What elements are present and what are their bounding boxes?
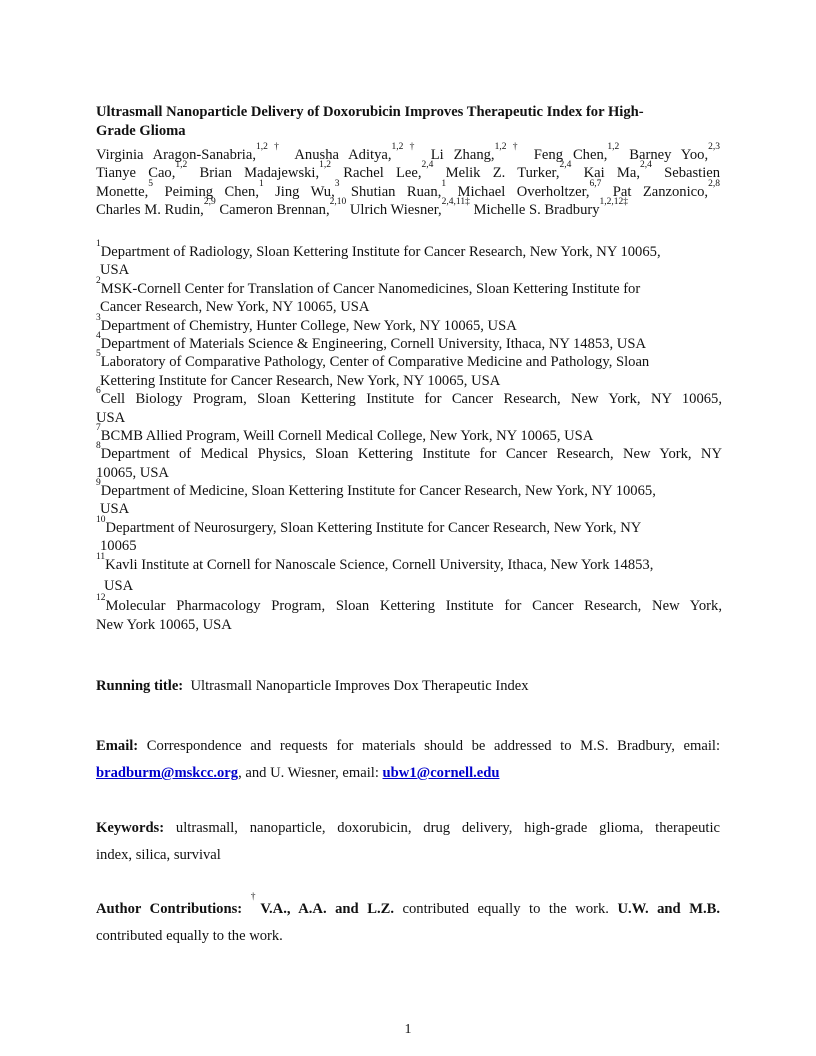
author-name: Charles M. Rudin, (96, 202, 204, 219)
keywords-line-1 (96, 815, 720, 842)
keywords-section (96, 815, 720, 869)
affil-number: 2 (96, 275, 101, 286)
author-name: Monette, (96, 183, 149, 200)
author-name: Li Zhang, (430, 147, 495, 163)
affil-number: 12 (96, 593, 106, 604)
author-name: Pat Zanzonico, (612, 183, 709, 200)
affil-text: USA (104, 578, 134, 595)
affiliation-10-cont (96, 537, 722, 555)
affil-text: Cancer Research, New York, NY 10065, USA (100, 299, 370, 316)
affil-number: 8 (96, 441, 101, 452)
author-affil: 1,2 (175, 160, 188, 171)
author-line-1 (96, 142, 721, 164)
running-title-label: Running title: (96, 678, 184, 694)
affil-number: 5 (96, 349, 101, 360)
title-line-2: Grade Glioma (96, 123, 186, 139)
affiliation-7 (96, 422, 722, 445)
email-line-2 (96, 760, 720, 787)
affil-number: 9 (96, 478, 101, 489)
affil-text: USA (100, 262, 130, 279)
affiliation-8-cont (96, 464, 722, 482)
affiliation-1-cont (96, 261, 722, 279)
author-affil: 2,4 (421, 160, 434, 171)
author-affil: 2,4 (639, 160, 652, 171)
affiliation-3 (96, 312, 722, 335)
author-name: Michael Overholtzer, (457, 183, 590, 200)
dagger-mark: † (250, 892, 261, 902)
author-name: Melik Z. Turker, (445, 165, 560, 182)
title-line-1: Ultrasmall Nanoparticle Delivery of Doxorubicin Improves Therapeutic Index for High- (96, 104, 644, 120)
email-link-bradbury[interactable]: bradburm@mskcc.org (96, 765, 239, 781)
author-name: Kai Ma, (583, 165, 640, 182)
affil-text: BCMB Allied Program, Weill Cornell Medical College, New York, NY 10065, USA (100, 427, 594, 444)
author-affil: 2,8 (708, 178, 720, 189)
email-section (96, 733, 720, 787)
email-text: Correspondence and requests for materials should be addressed to M.S. Bradbury, email: (146, 738, 721, 754)
affiliation-6 (96, 386, 722, 408)
author-line-2 (96, 160, 721, 182)
author-name: Brian Madajewski, (199, 165, 320, 182)
affil-text: Department of Neurosurgery, Sloan Kettering Institute for Cancer Research, New York, NY (105, 519, 642, 536)
affiliation-2 (96, 275, 722, 298)
author-contributions (96, 892, 721, 950)
affil-text: Department of Radiology, Sloan Kettering Institute for Cancer Research, New York, NY 10065, (100, 244, 661, 260)
affil-number: 6 (96, 386, 101, 397)
author-affil: 3 (334, 178, 340, 189)
affiliation-9 (96, 478, 722, 500)
affiliation-12 (96, 593, 722, 615)
author-affil: 1 (441, 178, 447, 189)
affil-number: 3 (96, 312, 101, 323)
affiliation-4 (96, 330, 722, 353)
email-line-1 (96, 733, 720, 760)
author-affil: 1 (258, 178, 264, 189)
author-affil: 1,2† (391, 142, 421, 152)
author-affil: 2,4,11‡ (441, 197, 470, 208)
keywords-line-2: index, silica, survival (96, 847, 221, 863)
affil-text: USA (100, 501, 130, 518)
affil-number: 7 (96, 422, 101, 433)
contrib-authors-1: V.A., A.A. and L.Z. (260, 901, 394, 917)
affil-text: Department of Medical Physics, Sloan Kettering Institute for Cancer Research, New York, NY (100, 446, 722, 463)
affil-text: Molecular Pharmacology Program, Sloan Kettering Institute for Cancer Research, New York, (105, 598, 722, 615)
affiliation-6-cont (96, 409, 722, 427)
affiliation-10 (96, 514, 722, 537)
author-affil: 5 (148, 178, 154, 189)
contrib-authors-2: U.W. and M.B. (617, 901, 721, 917)
affiliation-9-cont (96, 500, 722, 518)
contributions-line-1 (96, 892, 721, 923)
affil-text: Kavli Institute at Cornell for Nanoscale Science, Cornell University, Ithaca, New York 14853, (105, 556, 654, 573)
affil-text: Department of Chemistry, Hunter College, New York, NY 10065, USA (100, 317, 517, 334)
affil-text: USA (96, 409, 126, 426)
author-affil: 2,4 (559, 160, 572, 171)
author-name: Shutian Ruan, (350, 183, 442, 200)
author-name: Barney Yoo, (629, 147, 709, 163)
author-name: Jing Wu, (275, 183, 335, 200)
author-line-4 (96, 197, 720, 219)
email-link-wiesner[interactable]: ubw1@cornell.edu (382, 765, 500, 781)
author-name: Tianye Cao, (96, 165, 176, 182)
email-label: Email: (96, 738, 139, 754)
author-affil: 1,2 (607, 142, 620, 152)
author-name: Virginia Aragon-Sanabria, (96, 147, 256, 163)
contributions-line-2: contributed equally to the work. (96, 928, 283, 944)
running-title-text: Ultrasmall Nanoparticle Improves Dox Therapeutic Index (190, 678, 529, 694)
affiliation-5-cont (96, 372, 722, 390)
affil-text: Laboratory of Comparative Pathology, Center of Comparative Medicine and Pathology, Sloan (100, 354, 650, 371)
author-affil: 1,2 (319, 160, 331, 171)
contributions-label: Author Contributions: (96, 901, 243, 917)
keywords-text: ultrasmall, nanoparticle, doxorubicin, drug delivery, high-grade glioma, therapeutic (175, 820, 720, 836)
author-affil: 2,10 (329, 197, 347, 208)
affil-text: Department of Medicine, Sloan Kettering Institute for Cancer Research, New York, NY 10065, (100, 483, 656, 500)
affiliation-12-cont (96, 616, 722, 634)
author-affil: 1,2† (494, 142, 524, 152)
email-text-2: , and U. Wiesner, email: (238, 765, 379, 781)
author-list (96, 142, 721, 220)
affiliation-11 (96, 551, 722, 574)
author-name: Michelle S. Bradbury (473, 202, 600, 219)
affil-text: Department of Materials Science & Engineering, Cornell University, Ithaca, NY 14853, USA (100, 335, 646, 352)
keywords-label: Keywords: (96, 820, 165, 836)
affil-text: New York 10065, USA (96, 616, 232, 633)
paper-title (96, 103, 720, 141)
author-name: Feng Chen, (533, 147, 608, 163)
author-affil: 2,9 (203, 197, 216, 208)
author-name: Peiming Chen, (164, 183, 259, 200)
author-name: Rachel Lee, (343, 165, 422, 182)
affil-number: 10 (96, 514, 106, 525)
author-name: Sebastien (664, 165, 721, 182)
running-title (96, 677, 529, 695)
affil-number: 4 (96, 330, 101, 341)
author-affil: 2,3 (708, 142, 721, 152)
contrib-text-1: contributed equally to the work. (402, 901, 609, 917)
affiliation-8 (96, 441, 722, 463)
author-name: Cameron Brennan, (219, 202, 330, 219)
author-name: Ulrich Wiesner, (349, 202, 442, 219)
affil-number: 1 (96, 239, 101, 249)
affil-number: 11 (96, 551, 106, 562)
affiliation-2-cont (96, 298, 722, 316)
affiliation-list (96, 239, 722, 634)
author-affil: 1,2,12‡ (599, 197, 629, 208)
affiliation-1 (96, 239, 722, 261)
affil-text: 10065, USA (96, 464, 169, 481)
affil-text: Kettering Institute for Cancer Research, New York, NY 10065, USA (100, 372, 501, 389)
author-affil: 6,7 (589, 178, 602, 189)
affil-text: 10065 (100, 538, 137, 555)
affiliation-5 (96, 349, 722, 371)
page-number: 1 (404, 1022, 412, 1037)
author-name: Anusha Aditya, (294, 147, 392, 163)
affil-text: Cell Biology Program, Sloan Kettering Institute for Cancer Research, New York, NY 10065, (100, 391, 722, 408)
author-affil: 1,2† (255, 142, 286, 152)
affil-text: MSK-Cornell Center for Translation of Cancer Nanomedicines, Sloan Kettering Institute for (100, 280, 641, 297)
affiliation-11-cont (96, 577, 722, 595)
